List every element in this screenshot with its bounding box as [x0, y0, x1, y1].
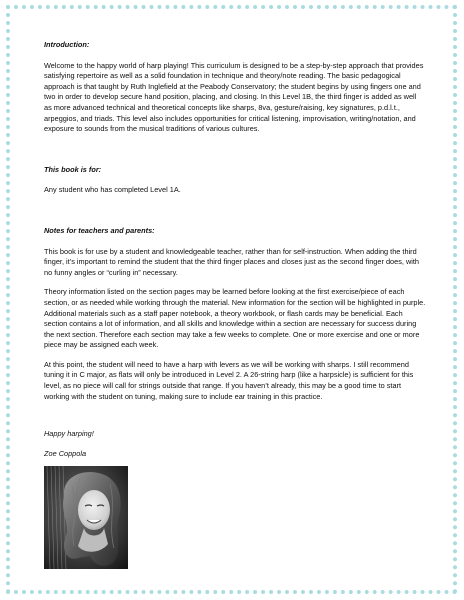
notes-paragraph-3: At this point, the student will need to have a harp with levers as we will be working with sharps. I still recommend tuning it in C major, as flats will only be introduced in Level 2. A 26-string harp (like a harpsicle) is sufficient for this level, as no piece will call for strings outside that range. If you haven’t already, this may be a good time to start working with the student on tuning, making sure to include ear training in this practice.	[44, 359, 414, 401]
introduction-heading: Introduction:	[44, 40, 90, 49]
notes-paragraph-2: Theory information listed on the section pages may be learned before looking at the first exercise/piece of each section, or as needed while working through the material. New information for the section will be highlighted in purple. Additional materials such as a staff paper notebook, a theory workbook, or flash cards may be beneficial. Each section contains a lot of information, and all skills and knowledge within a section are necessary for success during the next section. Therefore each section may take a few weeks to complete. One or more exercise and one or more piece may be assigned each week.	[44, 287, 426, 350]
book-for-paragraph: Any student who has completed Level 1A.	[44, 185, 181, 195]
introduction-paragraph: Welcome to the happy world of harp playing! This curriculum is designed to be a step-by-step approach that provides satisfying repertoire as well as a solid foundation in technique and theory/note reading. The basic pedagogical approach is that taught by Ruth Inglefield at the Peabody Conservatory; the student begins by using fingers one and two in order to develop secure hand position, placing, and closing. In this Level 1B, the third finger is added as well as more advanced technical and theoretical concepts like sharps, 8va, gesture/raising, key signatures, p.d.l.t., arpeggios, and triads. This level also includes opportunities for critical listening, improvisation, writing/notation, and exposure to sounds from the musical traditions of various cultures.	[44, 60, 424, 134]
notes-heading: Notes for teachers and parents:	[44, 225, 155, 235]
closing-line: Happy harping!	[44, 429, 94, 439]
author-photo	[44, 466, 128, 569]
notes-paragraph-1: This book is for use by a student and knowledgeable teacher, rather than for self-instruction. When adding the third finger, it’s important to remind the student that the third finger places and closes just as the second finger does, with no funny angles or “curling in” necessary.	[44, 246, 420, 277]
page-content	[44, 40, 426, 569]
author-name: Zoe Coppola	[44, 448, 87, 458]
book-for-heading: This book is for:	[44, 164, 102, 174]
